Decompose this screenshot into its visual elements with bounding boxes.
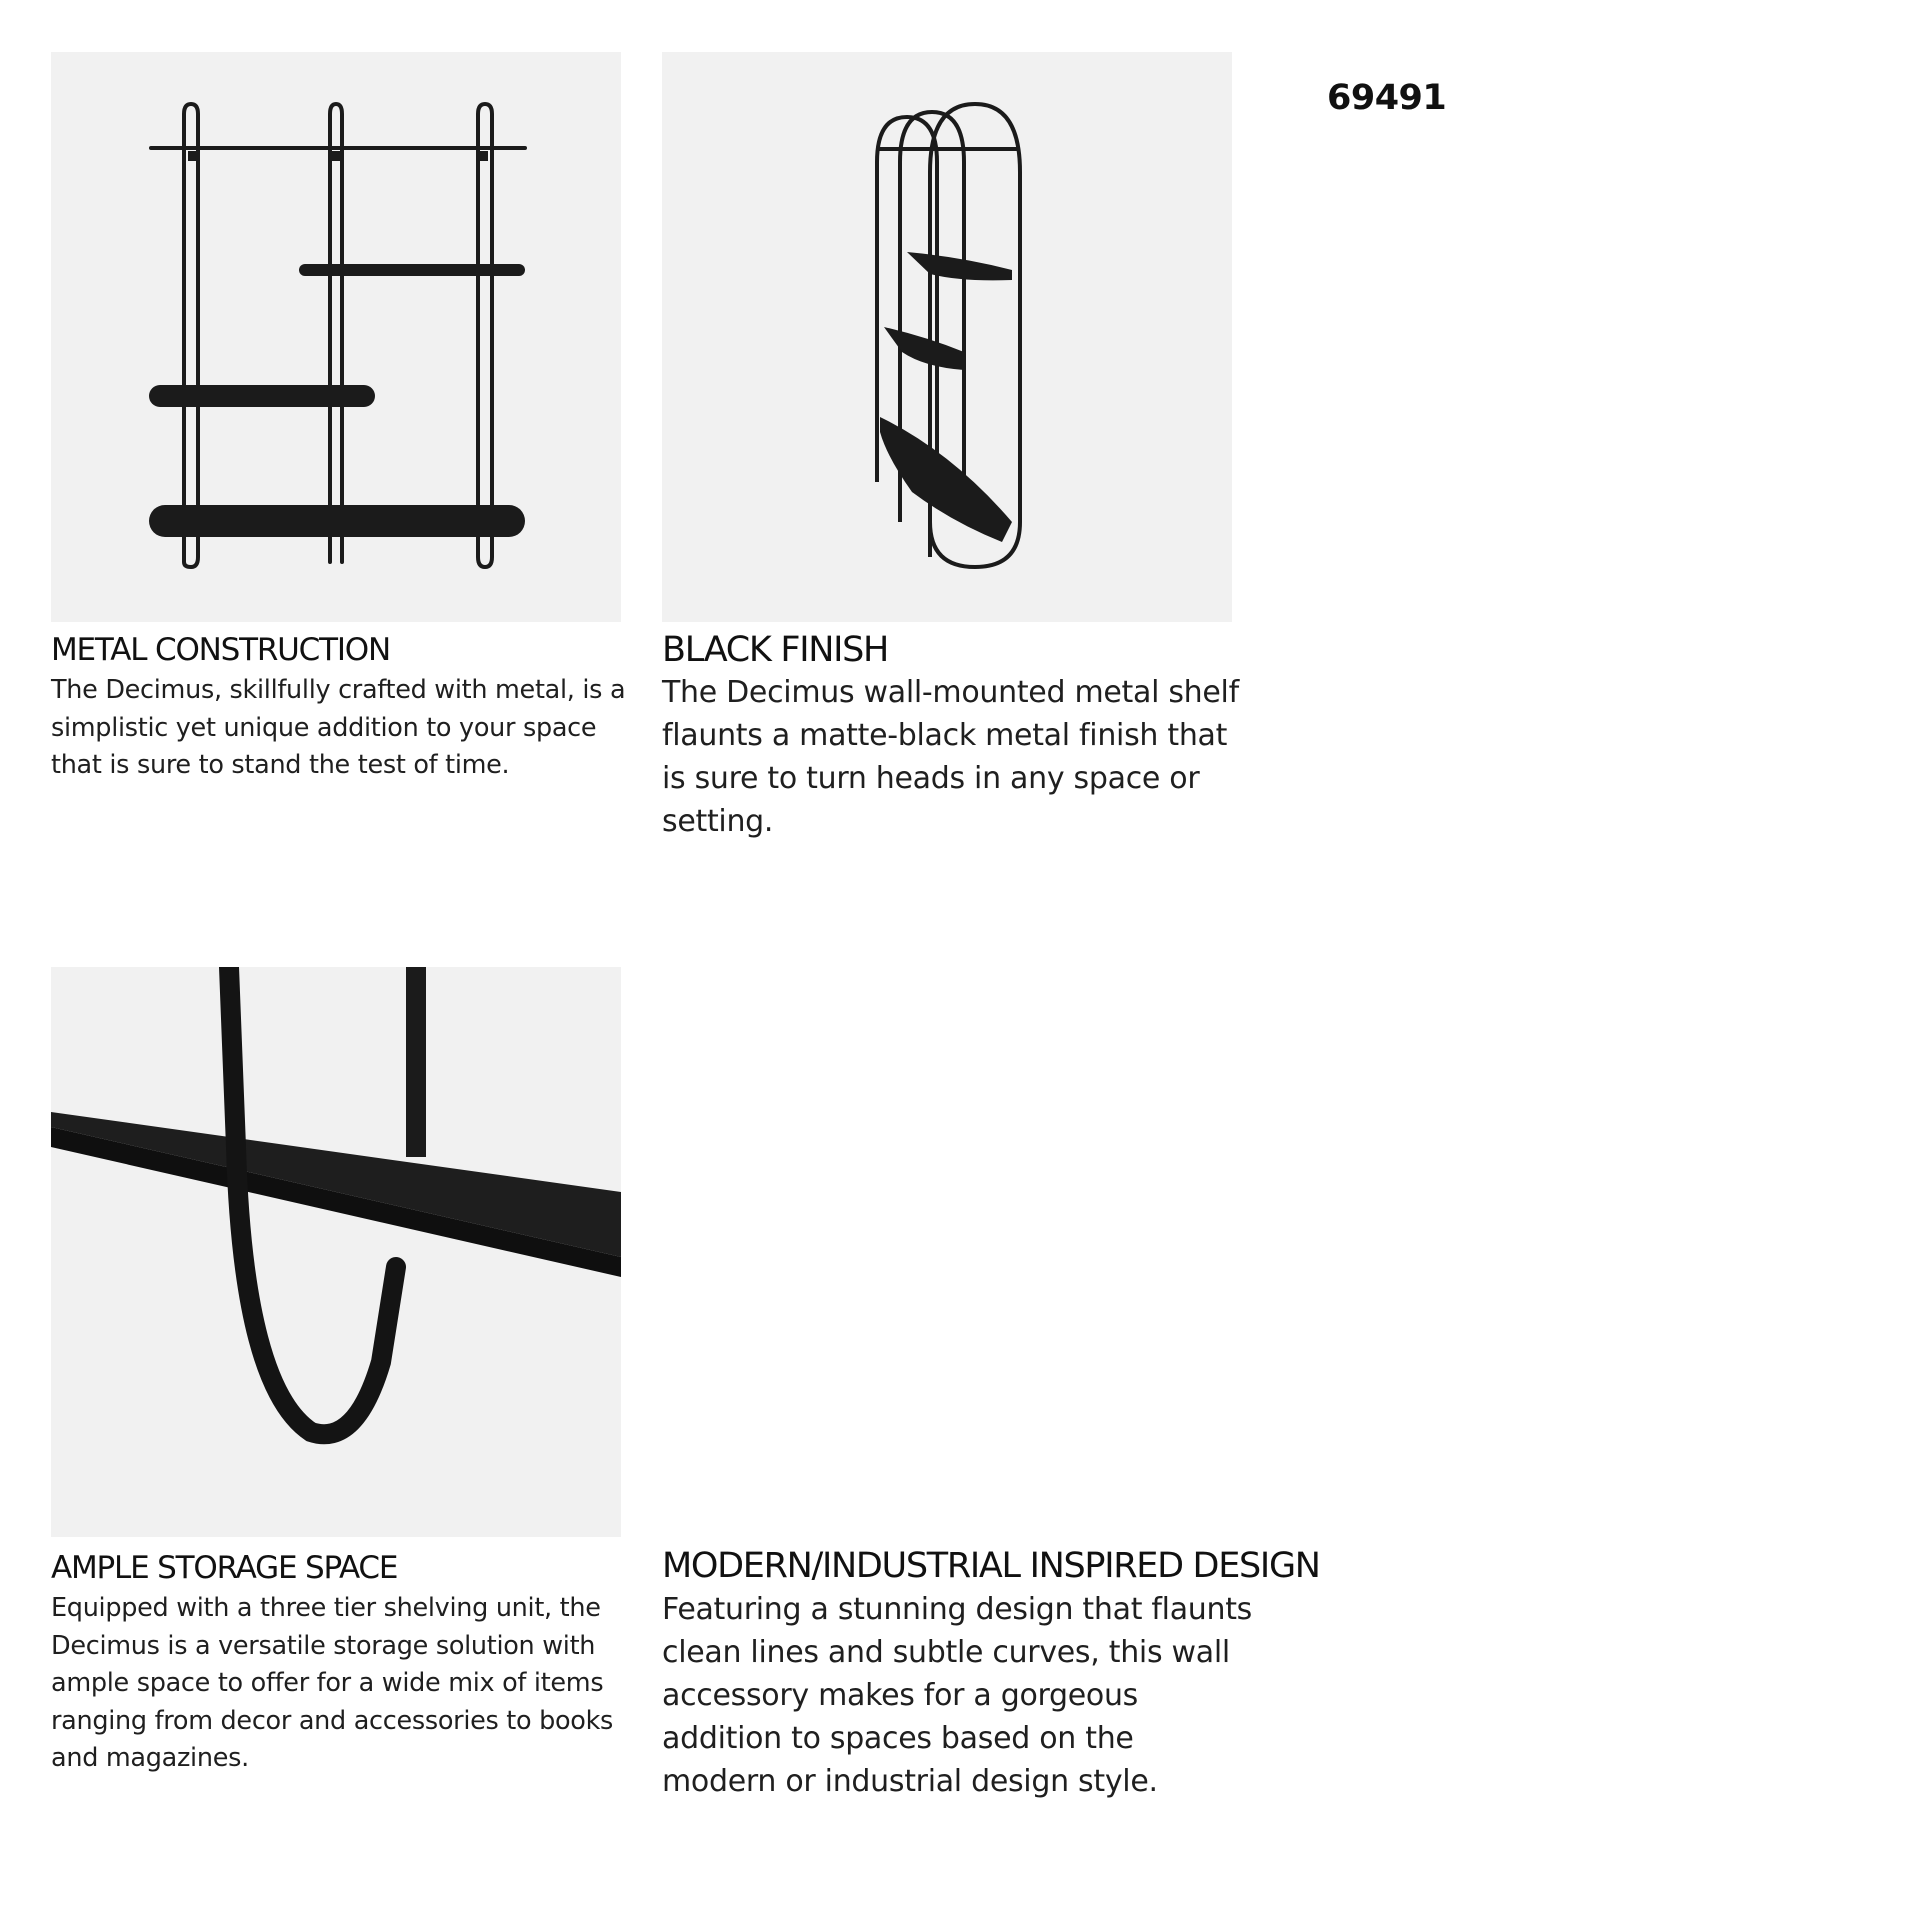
product-sku: 69491 [1327, 78, 1447, 118]
shelf-front-view-illustration [51, 52, 621, 622]
shelf-closeup-illustration [51, 967, 621, 1537]
feature-heading-modern-industrial: MODERN/INDUSTRIAL INSPIRED DESIGN [662, 1546, 1320, 1586]
feature-heading-metal-construction: METAL CONSTRUCTION [51, 632, 390, 668]
feature-body-ample-storage: Equipped with a three tier shelving unit, the Decimus is a versatile storage solution with ample space to offer for a wide mix of items ranging from decor and accessories to books and magazines. [51, 1593, 614, 1773]
feature-body-black-finish: The Decimus wall-mounted metal shelf flaunts a matte-black metal finish that is sure to turn heads in any space or setting. [662, 675, 1239, 839]
product-photo-closeup [51, 967, 621, 1537]
feature-body-metal-construction: The Decimus, skillfully crafted with metal, is a simplistic yet unique addition to your space that is sure to stand the test of time. [51, 675, 626, 780]
product-photo-side [662, 52, 1232, 622]
feature-heading-ample-storage: AMPLE STORAGE SPACE [51, 1550, 398, 1586]
feature-heading-black-finish: BLACK FINISH [662, 630, 889, 670]
feature-body-modern-industrial: Featuring a stunning design that flaunts clean lines and subtle curves, this wall accessory makes for a gorgeous addition to spaces based on the modern or industrial design style. [662, 1592, 1252, 1799]
product-photo-front [51, 52, 621, 622]
shelf-side-view-illustration [662, 52, 1232, 622]
